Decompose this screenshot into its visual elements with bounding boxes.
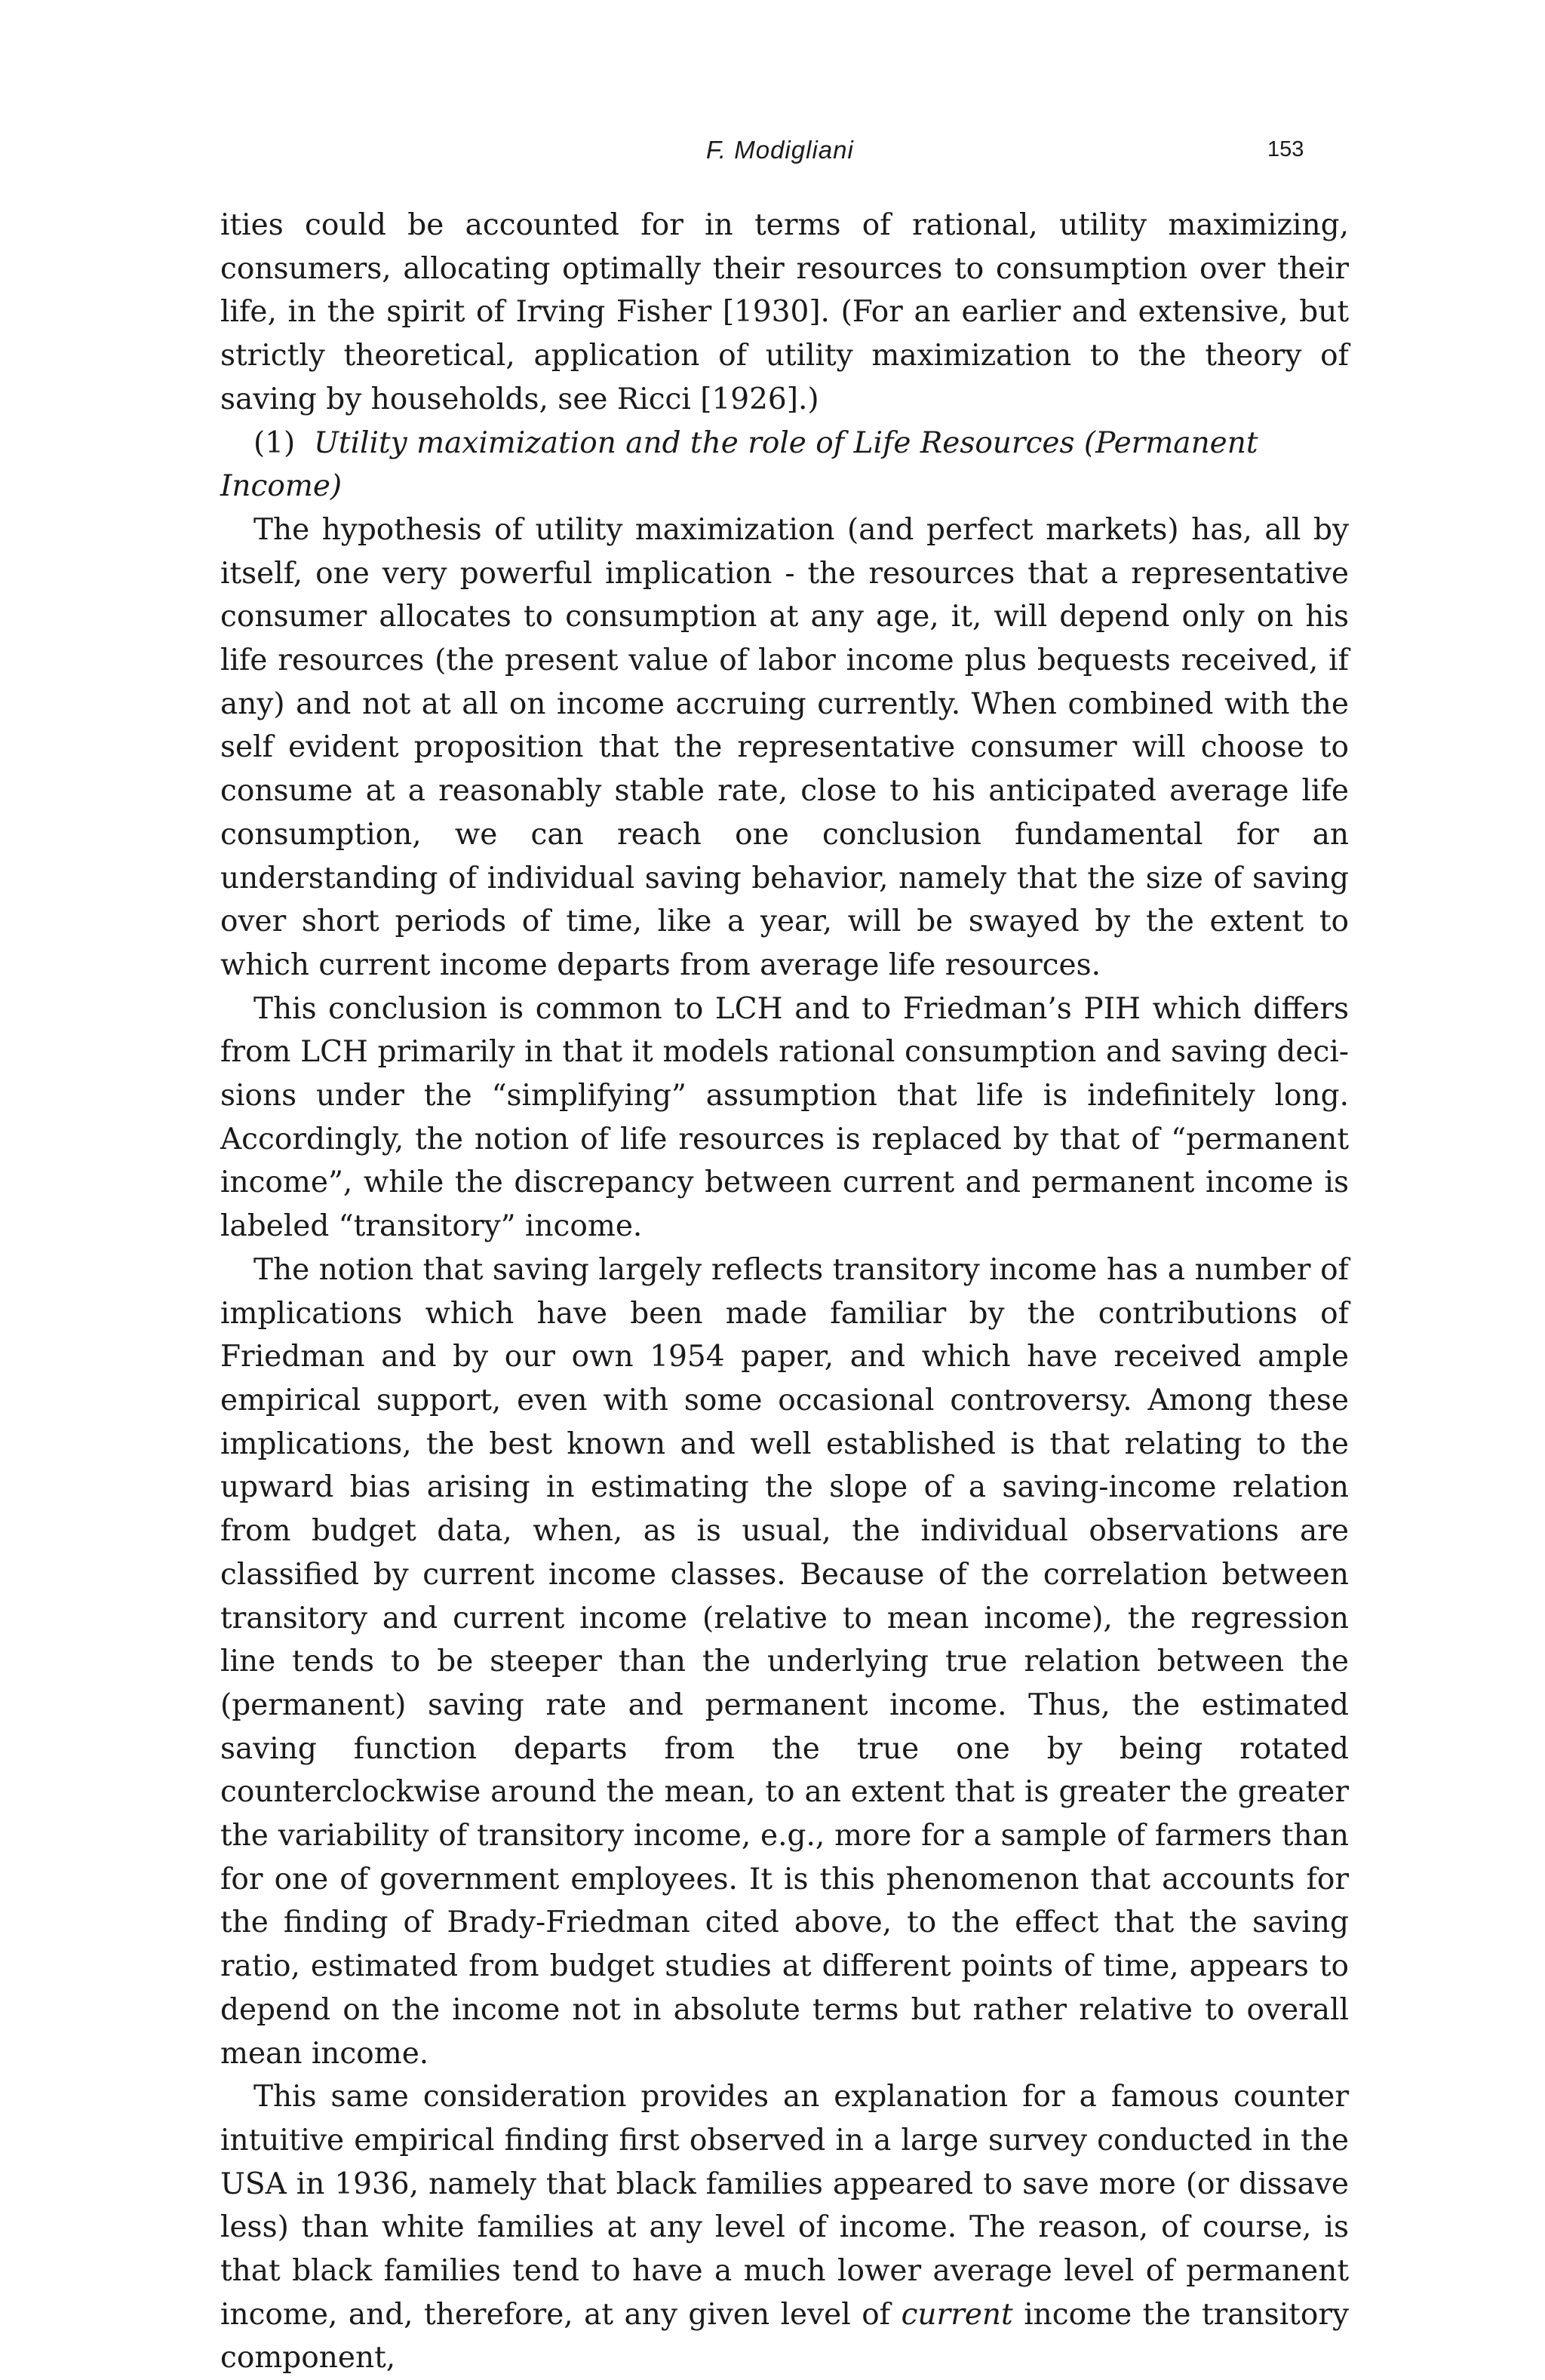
- section-heading-number: (1): [253, 425, 296, 460]
- section-heading: [220, 422, 1349, 508]
- running-head-author: F. Modigliani: [706, 136, 854, 164]
- paragraph-transitory-income: The notion that saving largely reflects transitory income has a number of implications which have been made familiar by the contributions of Friedman and by our own 1954 paper, and which have received ample empirical support, even with some occasional controversy. Among these implications, the best known and well established is that relating to the upward bias arising in estimating the slope of a saving-income relation from budget data, when, as is usual, the individual observations are classified by current income classes. Because of the correlation between transitory and current income (relative to mean income), the regression line tends to be steeper than the underlying true relation between the (permanent) saving rate and permanent income. Thus, the estimated saving function departs from the true one by being rotated counterclockwise around the mean, to an extent that is greater the greater the variability of transitory income, e.g., more for a sample of farmers than for one of government employees. It is this phenomenon that accounts for the finding of Brady-Friedman cited above, to the effect that the saving ratio, estimated from budget studies at different points of time, appears to depend on the income not in absolute terms but rather relative to overall mean income.: [220, 1252, 1349, 2071]
- paragraph-black-families-tail: income the transitory component,: [220, 2297, 1349, 2375]
- paragraph-utility-maximization: The hypothesis of utility maximization (and perfect markets) has, all by itself, one very powerful implication - the resources that a representative consumer allocates to consumption at any age, it, will depend only on his life resources (the present value of labor income plus bequests received, if any) and not at all on income accruing currently. When combined with the self evident proposition that the representative consumer will choose to consume at a reasonably stable rate, close to his anticipated average life consumption, we can reach one conclusion fundamental for an understanding of individual saving behavior, namely that the size of saving over short periods of time, like a year, will be swayed by the extent to which current income departs from average life resources.: [220, 512, 1349, 982]
- paragraph-black-families-text: This same consideration provides an explanation for a famous counter intuitive empirical finding first observed in a large survey conducted in the USA in 1936, namely that black families appeared to save more (or dissave less) than white families at any level of income. The reason, of course, is that black families tend to have a much lower average level of permanent income, and, therefore, at any given level of: [220, 2080, 1349, 2332]
- body-text: [220, 204, 1349, 2380]
- paragraph-continued: ities could be accounted for in terms of rational, utility maximizing, consumers, allocating optimally their resources to consumption over their life, in the spirit of Irving Fisher [1930]. (For an earlier and extensive, but strictly theoretical, application of utility maximization to the theory of saving by households, see Ricci [1926].): [220, 208, 1349, 416]
- running-head: [0, 136, 1545, 174]
- paragraph-black-families: [220, 2075, 1349, 2380]
- section-heading-text: Utility maximization and the role of Life Resources (Permanent Income): [220, 425, 1258, 504]
- page-number: 153: [1267, 137, 1304, 161]
- paragraph-lch-pih: This conclusion is common to LCH and to Friedman’s PIH which differs from LCH primarily in that it models rational consumption and saving decisions under the “simplifying” assumption that life is indefinitely long. Accordingly, the notion of life resources is replaced by that of “permanent income”, while the discrepancy between current and permanent income is labeled “transitory” income.: [220, 991, 1349, 1244]
- emphasis-current: current: [901, 2297, 1013, 2332]
